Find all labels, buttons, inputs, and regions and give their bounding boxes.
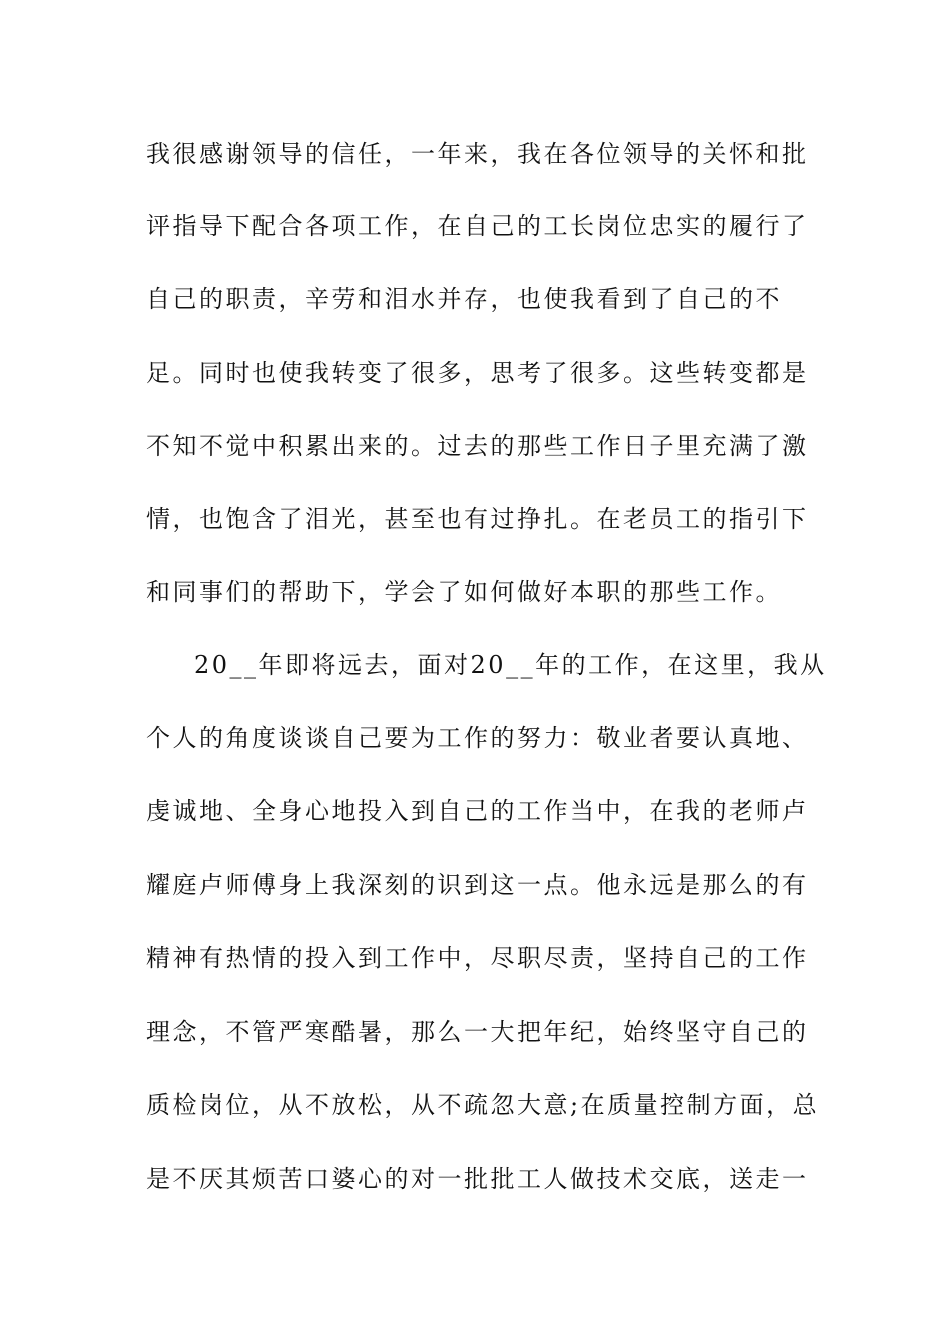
text-line: 我很感谢领导的信任，一年来，我在各位领导的关怀和批	[146, 140, 809, 168]
paragraph-first-line: 20__年即将远去，面对20__年的工作，在这里，我从	[194, 651, 827, 679]
text-line: 和同事们的帮助下，学会了如何做好本职的那些工作。	[146, 578, 782, 606]
text-line: 精神有热情的投入到工作中，尽职尽责，坚持自己的工作	[146, 944, 809, 972]
text-line: 评指导下配合各项工作，在自己的工长岗位忠实的履行了	[146, 212, 809, 240]
text-line: 个人的角度谈谈自己要为工作的努力：敬业者要认真地、	[146, 724, 809, 752]
text-line: 是不厌其烦苦口婆心的对一批批工人做技术交底，送走一	[146, 1165, 809, 1193]
text-line: 足。同时也使我转变了很多，思考了很多。这些转变都是	[146, 359, 809, 387]
text-line: 情，也饱含了泪光，甚至也有过挣扎。在老员工的指引下	[146, 505, 809, 533]
text-line: 耀庭卢师傅身上我深刻的识到这一点。他永远是那么的有	[146, 871, 809, 899]
text-line: 虔诚地、全身心地投入到自己的工作当中，在我的老师卢	[146, 797, 809, 825]
text-line: 不知不觉中积累出来的。过去的那些工作日子里充满了激	[146, 432, 809, 460]
text-line: 质检岗位，从不放松，从不疏忽大意;在质量控制方面，总	[146, 1091, 820, 1119]
text-line: 理念，不管严寒酷暑，那么一大把年纪，始终坚守自己的	[146, 1018, 809, 1046]
text-line: 自己的职责，辛劳和泪水并存，也使我看到了自己的不	[146, 285, 782, 313]
